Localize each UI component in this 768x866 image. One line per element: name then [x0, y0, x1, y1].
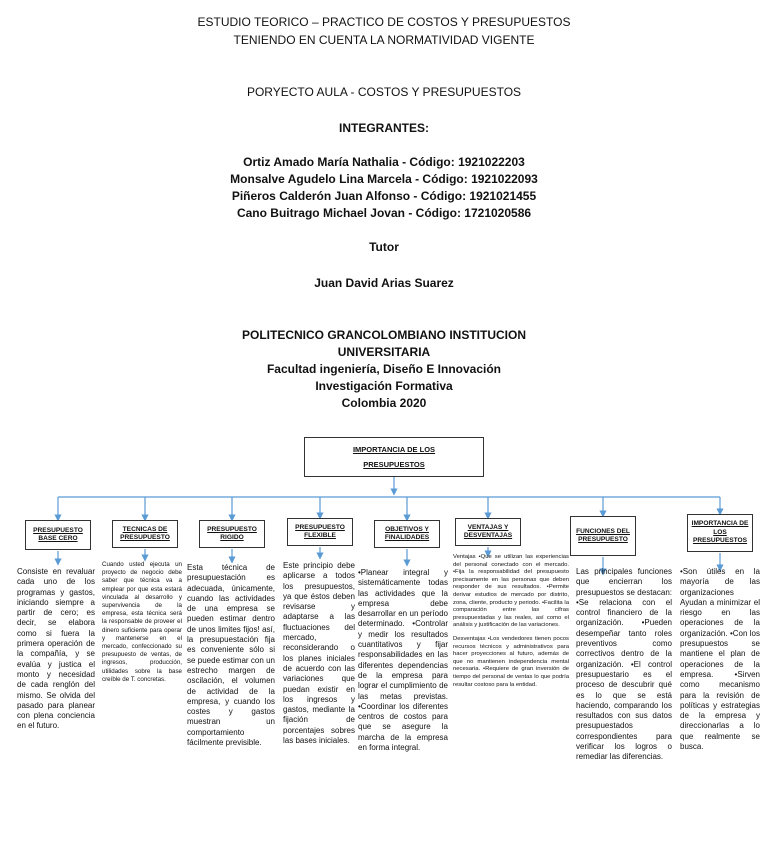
institution-line-2: UNIVERSITARIA — [337, 345, 431, 359]
title-line-1: ESTUDIO TEORICO – PRACTICO DE COSTOS Y PRESUPUESTOS — [197, 15, 571, 29]
text-presupuesto-base-cero: Consiste en revaluar cada uno de los programas y gastos, iniciando siempre a partir de cero; es decir, se elabora como si fuera la primera operación de la compañía, y se evalúa y justica el monto y necesidad de cada renglón del mismo. Se olvida del pasado para planear con plena conciencia en el futuro. — [17, 567, 95, 731]
node-presupuesto-rigido: PRESUPUESTO RIGIDO — [199, 520, 265, 548]
tutor-label: Tutor — [369, 240, 399, 254]
text-tecnicas-presupuesto: Cuando usted ejecuta un proyecto de negocio debe saber que técnica va a emplear por que esta estará vinculada al desarrollo y supervivencia de la empresa, esta técnica será la responsable de proveer el dinero suficiente para operar y mantenerse en el mercado, confeccionado su presupuesto de ventas, de ingresos, producción, utilidades sobre la base creíble de T. concretas. — [102, 561, 182, 683]
member-4: Cano Buitrago Michael Jovan - Código: 1721020586 — [236, 206, 532, 220]
text-importancia-presupuestos: •Son útiles en la mayoría de las organizaciones Ayudan a minimizar el riesgo en las operaciones de la organización. •Con los presupuestos se mantiene el plan de operaciones de la empresa. •Sirven como mecanismo para la revisión de políticas y estrategias de la empresa y direccionarlas a lo que realmente se busca. — [680, 567, 760, 752]
text-funciones-presupuesto: Las principales funciones que encierran los presupuestos se destacan: •Se relaciona con el control financiero de la organización. •Pueden desempeñar tanto roles preventivos como correctivos dentro de la organización. •El control presupuestario es el proceso de descubrir qué es lo que se está haciendo, comparando los resultados con sus datos presupuestados correspondientes para verificar los logros o remediar las diferencias. — [576, 567, 672, 762]
text-presupuesto-flexible: Este principio debe aplicarse a todos los presupuestos, ya que éstos deben revisarse y adaptarse a las fluctuaciones del mercado, reconsiderando o los planes iniciales de acuerdo con las variaciones que puedan existir en los ingresos y gastos, mediante la fijación de porcentajes sobres las bases iniciales. — [283, 561, 355, 746]
text-presupuesto-rigido: Esta técnica de presupuestación es adecuada, únicamente, cuando las actividades de una empresa se pueden estimar dentro de unos limites fijos! así, la presupuestación fija es conveniente sólo si se puede estimar con un estrecho margen de oscilación, el volumen de actividad de la empresa, y cuando los costes y gastos muestran un comportamiento fácilmente previsible. — [187, 563, 275, 748]
member-3: Piñeros Calderón Juan Alfonso - Código: 1921021455 — [231, 189, 537, 203]
place-year: Colombia 2020 — [341, 396, 427, 410]
node-importancia-presupuestos: IMPORTANCIA DE LOS PRESUPUESTOS — [687, 514, 753, 552]
title-line-2: TENIENDO EN CUENTA LA NORMATIVIDAD VIGENTE — [233, 33, 535, 47]
faculty: Facultad ingeniería, Diseño E Innovación — [266, 362, 502, 376]
member-2: Monsalve Agudelo Lina Marcela - Código: 1921022093 — [230, 172, 538, 186]
members-heading: INTEGRANTES: — [339, 121, 429, 135]
text-ventajas-desventajas: Ventajas •Que se utilizan las experiencias del personal conectado con el mercado. •Fija la responsabilidad del presupuesto precisamente en las personas que deben responder de sus resultados. •Permite derivar estudios de mercado por distrito, zona, cliente, producto y periodo. •Facilita la comparación entre las cifras presupuestadas y las reales, así como el análisis y justificación de las variaciones. Desventajas •Los vendedores tienen pocos recursos técnicos y administrativos para hacer proyecciones al futuro, además de que no mantienen independencia mental necesaria. •Requiere de gran inversión de tiempo del personal de ventas lo que podría resultar costoso para la entidad. — [453, 554, 569, 688]
root-node-line-2: PRESUPUESTOS — [363, 460, 425, 469]
area: Investigación Formativa — [315, 379, 453, 393]
institution-line-1: POLITECNICO GRANCOLOMBIANO INSTITUCION — [242, 328, 526, 342]
node-presupuesto-base-cero: PRESUPUESTO BASE CERO — [25, 520, 91, 550]
node-funciones-presupuesto: FUNCIONES DEL PRESUPUESTO — [570, 516, 636, 556]
project-title: PORYECTO AULA - COSTOS Y PRESUPUESTOS — [246, 85, 522, 99]
node-presupuesto-flexible: PRESUPUESTO FLEXIBLE — [287, 518, 353, 546]
node-objetivos-finalidades: OBJETIVOS Y FINALIDADES — [374, 520, 440, 548]
node-tecnicas-presupuesto: TECNICAS DE PRESUPUESTO — [112, 520, 178, 548]
text-objetivos-finalidades: •Planear integral y sistemáticamente todas las actividades que la empresa debe desarrollar en un período determinado. •Controlar y medir los resultados cuantitativos y fijar responsabilidades en las diferentes dependencias de la empresa para lograr el cumplimiento de las metas previstas. •Coordinar los diferentes centros de costos para que se asegure la marcha de la empresa en forma integral. — [358, 568, 448, 753]
tutor-name: Juan David Arias Suarez — [314, 276, 454, 290]
member-1: Ortiz Amado María Nathalia - Código: 1921022203 — [243, 155, 525, 169]
root-node-line-1: IMPORTANCIA DE LOS — [352, 445, 436, 454]
node-ventajas-desventajas: VENTAJAS Y DESVENTAJAS — [455, 518, 521, 546]
root-node — [304, 437, 484, 477]
